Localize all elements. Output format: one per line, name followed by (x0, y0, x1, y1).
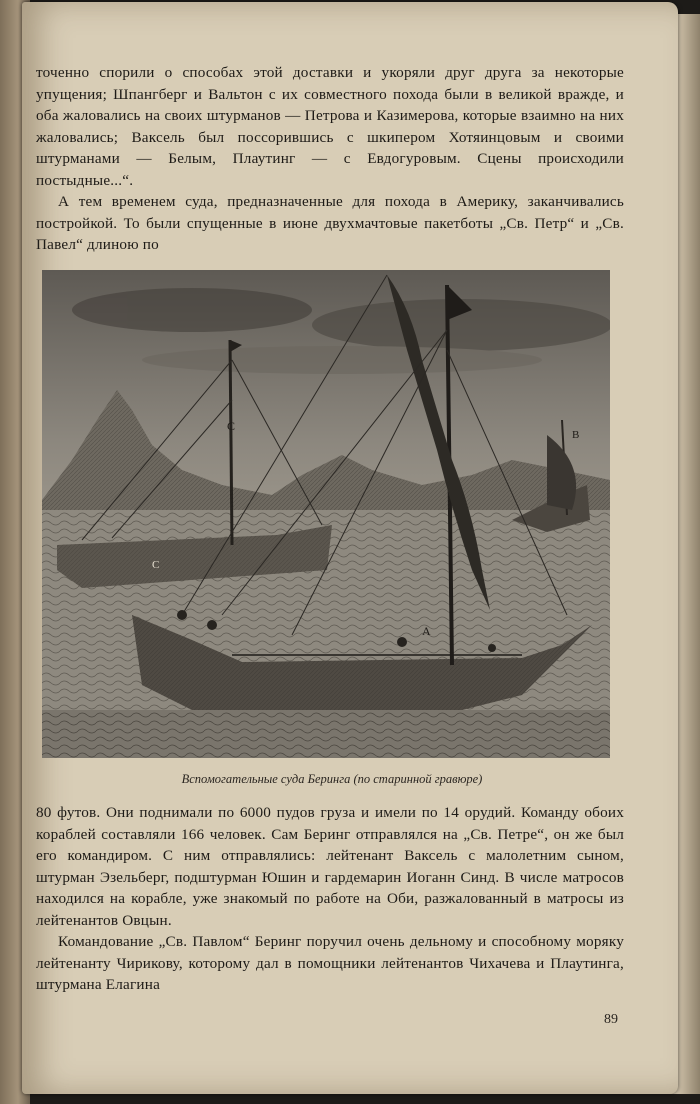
paragraph-3: 80 футов. Они поднимали по 6000 пудов груза и имели по 14 орудий. Команду обоих кораблей составляли 166 человек. Сам Беринг отправлялся на „Св. Петре“, он же был его командиром. С ним отправлялись: лейтенант Ваксель с малолетним сыном, штурман Эзельберг, подштурман Юшин и гардемарин Иоганн Синд. В числе матросов находился на корабле, уже знакомый по работе на Оби, разжалованный в матросы из лейтенантов Овцын. (36, 804, 624, 929)
ships-engraving (42, 270, 610, 758)
paragraph-1: точенно спорили о способах этой доставки и укоряли друг друга за некоторые упущения; Шпангберг и Вальтон с их совместного похода были в великой вражде, и оба жаловались на своих штурманов — Петрова и Казимерова, которые взаимно на них жаловались; Ваксель был поссорившись с шкипером Хотяинцовым и своими штурманами — Белым, Плаутинг — с Евдогуровым. Сцены происходили постыдные...“. (36, 64, 624, 189)
ship-label-b: B (572, 429, 580, 441)
book-page (22, 2, 678, 1094)
ship-label-c-hull: C (152, 559, 160, 571)
engraving-illustration (42, 270, 610, 758)
top-text (36, 62, 624, 256)
paragraph-2: А тем временем суда, предназначенные для похода в Америку, заканчивались постройкой. То были спущенные в июне двухмачтовые пакетботы „Св. Петр“ и „Св. Павел“ длиною по (36, 193, 624, 253)
ship-label-c-mast: C (227, 419, 236, 433)
bottom-text (36, 802, 624, 996)
page-number: 89 (604, 1012, 618, 1027)
figure-caption: Вспомогательные суда Беринга (по старинной гравюре) (181, 772, 483, 786)
paragraph-4: Командование „Св. Павлом“ Беринг поручил очень дельному и способному моряку лейтенанту Чирикову, которому дал в помощники лейтенантов Чихачева и Плаутинга, штурмана Елагина (36, 933, 624, 993)
ship-label-a: A (422, 624, 431, 638)
